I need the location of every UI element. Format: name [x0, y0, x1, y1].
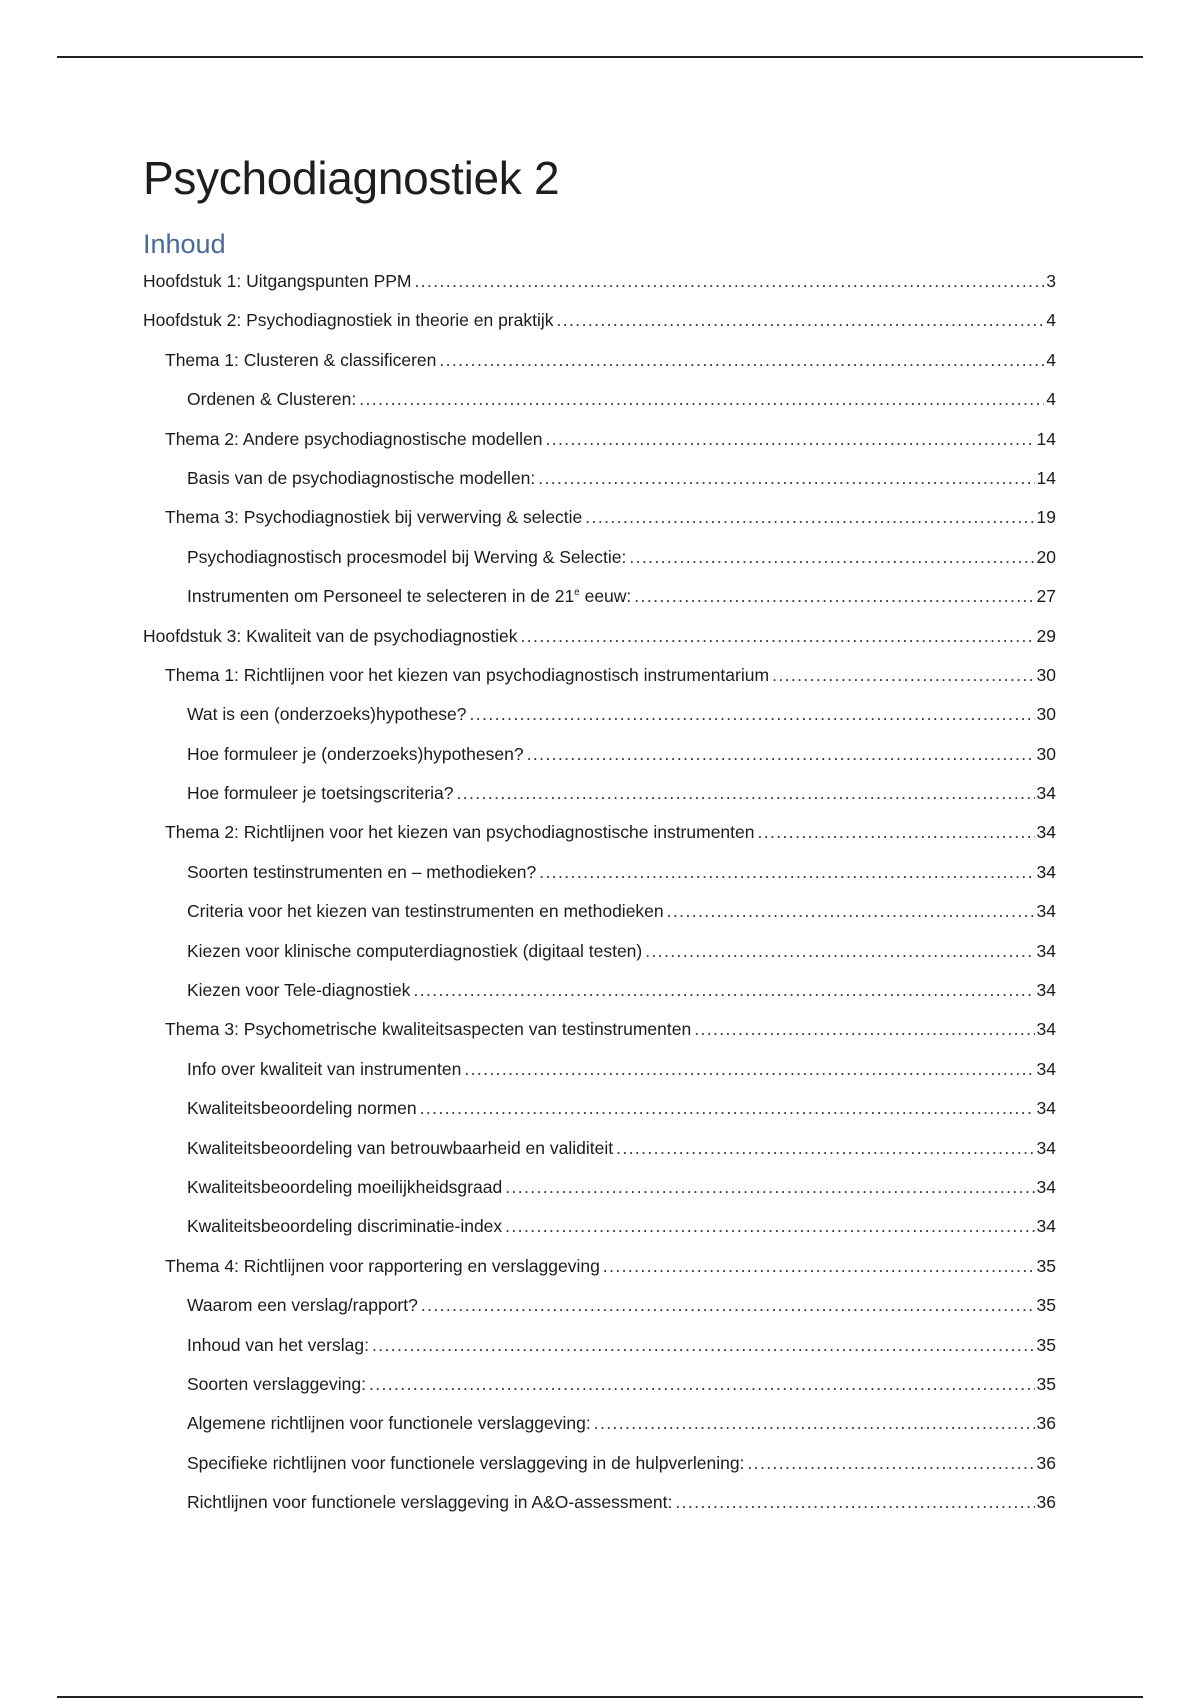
toc-entry[interactable]: [143, 1365, 1056, 1404]
toc-entry-label: Hoofdstuk 3: Kwaliteit van de psychodiagnostiek: [143, 625, 518, 646]
toc-dot-leader: [505, 1168, 1034, 1207]
toc-entry[interactable]: [143, 735, 1056, 774]
footer-rule: [57, 1696, 1143, 1698]
toc-dot-leader: [603, 1247, 1035, 1286]
toc-entry[interactable]: [143, 1247, 1056, 1286]
toc-entry-label: Hoe formuleer je toetsingscriteria?: [187, 783, 454, 804]
toc-entry-page-number: 36: [1036, 1413, 1056, 1434]
toc-entry-page-number: 4: [1046, 310, 1056, 331]
toc-entry-label: Richtlijnen voor functionele verslaggeving in A&O-assessment:: [187, 1492, 673, 1513]
toc-dot-leader: [372, 1326, 1035, 1365]
document-body: [143, 150, 1056, 1523]
toc-entry-page-number: 3: [1046, 271, 1056, 291]
toc-dot-leader: [539, 853, 1034, 892]
toc-dot-leader: [420, 1089, 1035, 1128]
toc-entry[interactable]: [143, 1207, 1056, 1246]
toc-entry-page-number: 20: [1036, 546, 1056, 567]
toc-entry-label: Inhoud van het verslag:: [187, 1334, 369, 1355]
toc-dot-leader: [634, 577, 1034, 616]
toc-entry-page-number: 27: [1036, 586, 1056, 607]
toc-entry[interactable]: [143, 853, 1056, 892]
toc-entry[interactable]: [143, 380, 1056, 419]
toc-dot-leader: [439, 341, 1044, 380]
toc-entry-label: Thema 1: Richtlijnen voor het kiezen van psychodiagnostisch instrumentarium: [165, 664, 770, 685]
toc-entry[interactable]: [143, 774, 1056, 813]
toc-dot-leader: [629, 538, 1034, 577]
toc-dot-leader: [545, 420, 1034, 459]
toc-entry-label: Kwaliteitsbeoordeling normen: [187, 1098, 417, 1119]
toc-entry-page-number: 34: [1036, 822, 1056, 843]
toc-entry-label: Kiezen voor Tele-diagnostiek: [187, 980, 411, 1001]
toc-entry[interactable]: [143, 1050, 1056, 1089]
toc-dot-leader: [645, 932, 1034, 971]
toc-entry-label: Info over kwaliteit van instrumenten: [187, 1058, 462, 1079]
toc-dot-leader: [758, 813, 1035, 852]
toc-dot-leader: [505, 1207, 1034, 1246]
toc-entry[interactable]: [143, 813, 1056, 852]
toc-entry[interactable]: [143, 498, 1056, 537]
toc-entry-label: Thema 4: Richtlijnen voor rapportering en verslaggeving: [165, 1255, 600, 1276]
toc-entry-page-number: 4: [1046, 389, 1056, 410]
toc-dot-leader: [413, 971, 1034, 1010]
toc-entry[interactable]: [143, 1129, 1056, 1168]
toc-dot-leader: [421, 1286, 1035, 1325]
toc-entry-page-number: 30: [1036, 704, 1056, 725]
toc-entry[interactable]: [143, 1168, 1056, 1207]
toc-entry[interactable]: [143, 459, 1056, 498]
toc-entry[interactable]: [143, 538, 1056, 577]
toc-dot-leader: [667, 892, 1035, 931]
toc-entry-label: Psychodiagnostisch procesmodel bij Werving & Selectie:: [187, 546, 627, 567]
toc-entry-label: Thema 3: Psychometrische kwaliteitsaspecten van testinstrumenten: [165, 1019, 692, 1040]
toc-entry-page-number: 36: [1036, 1452, 1056, 1473]
toc-entry-page-number: 30: [1036, 664, 1056, 685]
toc-entry-page-number: 14: [1036, 428, 1056, 449]
toc-dot-leader: [675, 1483, 1034, 1522]
toc-entry-label: Hoofdstuk 2: Psychodiagnostiek in theorie en praktijk: [143, 310, 554, 331]
toc-entry-label: Instrumenten om Personeel te selecteren in de 21e eeuw:: [187, 586, 632, 607]
toc-dot-leader: [415, 262, 1045, 301]
toc-entry[interactable]: [143, 1286, 1056, 1325]
toc-entry-label: Kwaliteitsbeoordeling van betrouwbaarheid en validiteit: [187, 1137, 614, 1158]
toc-entry-label: Basis van de psychodiagnostische modellen:: [187, 467, 536, 488]
toc-entry-page-number: 34: [1036, 783, 1056, 804]
toc-entry-label: Kwaliteitsbeoordeling discriminatie-index: [187, 1216, 503, 1237]
toc-entry-page-number: 35: [1036, 1255, 1056, 1276]
toc-entry-page-number: 19: [1036, 507, 1056, 528]
toc-entry-label: Thema 2: Andere psychodiagnostische modellen: [165, 428, 543, 449]
toc-dot-leader: [521, 617, 1035, 656]
toc-dot-leader: [557, 301, 1044, 340]
toc-entry-page-number: 34: [1036, 1137, 1056, 1158]
toc-entry-label: Soorten verslaggeving:: [187, 1373, 366, 1394]
toc-entry-page-number: 36: [1036, 1492, 1056, 1513]
toc-entry-label: Kiezen voor klinische computerdiagnostiek (digitaal testen): [187, 940, 643, 961]
toc-dot-leader: [470, 695, 1035, 734]
toc-dot-leader: [359, 380, 1044, 419]
toc-entry-page-number: 34: [1036, 1058, 1056, 1079]
toc-entry-page-number: 34: [1036, 980, 1056, 1001]
toc-entry-label: Waarom een verslag/rapport?: [187, 1295, 418, 1316]
toc-entry[interactable]: [143, 1404, 1056, 1443]
toc-entry-page-number: 35: [1036, 1334, 1056, 1355]
toc-dot-leader: [538, 459, 1034, 498]
toc-entry-page-number: 34: [1036, 1216, 1056, 1237]
toc-entry[interactable]: [143, 577, 1056, 616]
toc-entry[interactable]: [143, 1483, 1056, 1522]
toc-entry-page-number: 34: [1036, 1176, 1056, 1197]
toc-dot-leader: [464, 1050, 1034, 1089]
toc-entry[interactable]: [143, 695, 1056, 734]
toc-entry[interactable]: [143, 1326, 1056, 1365]
toc-dot-leader: [369, 1365, 1035, 1404]
toc-entry[interactable]: [143, 617, 1056, 656]
toc-entry[interactable]: [143, 1010, 1056, 1049]
toc-dot-leader: [694, 1010, 1034, 1049]
toc-entry-page-number: 34: [1036, 1098, 1056, 1119]
toc-entry-page-number: 34: [1036, 1019, 1056, 1040]
table-of-contents: [143, 262, 1056, 1523]
toc-entry-label: Specifieke richtlijnen voor functionele verslaggeving in de hulpverlening:: [187, 1452, 745, 1473]
toc-entry[interactable]: [143, 656, 1056, 695]
toc-entry-page-number: 34: [1036, 940, 1056, 961]
toc-entry-page-number: 35: [1036, 1373, 1056, 1394]
toc-heading: Inhoud: [143, 229, 226, 259]
toc-entry-page-number: 34: [1036, 861, 1056, 882]
document-title: Psychodiagnostiek 2: [143, 152, 560, 204]
toc-entry[interactable]: [143, 1444, 1056, 1483]
toc-dot-leader: [616, 1129, 1034, 1168]
toc-entry-page-number: 4: [1046, 349, 1056, 370]
toc-entry[interactable]: [143, 892, 1056, 931]
toc-entry-label: Wat is een (onderzoeks)hypothese?: [187, 704, 467, 725]
toc-dot-leader: [457, 774, 1035, 813]
toc-entry-label: Kwaliteitsbeoordeling moeilijkheidsgraad: [187, 1176, 503, 1197]
toc-entry-page-number: 30: [1036, 743, 1056, 764]
toc-entry[interactable]: [143, 341, 1056, 380]
toc-entry-label: Criteria voor het kiezen van testinstrumenten en methodieken: [187, 901, 664, 922]
toc-entry-label: Ordenen & Clusteren:: [187, 389, 357, 410]
toc-dot-leader: [594, 1404, 1035, 1443]
toc-dot-leader: [747, 1444, 1034, 1483]
toc-entry-label: Algemene richtlijnen voor functionele verslaggeving:: [187, 1413, 591, 1434]
toc-entry[interactable]: [143, 301, 1056, 340]
toc-entry-page-number: 34: [1036, 901, 1056, 922]
toc-entry-label: Thema 3: Psychodiagnostiek bij verwerving & selectie: [165, 507, 583, 528]
toc-entry[interactable]: [143, 971, 1056, 1010]
toc-entry-label: Hoe formuleer je (onderzoeks)hypothesen?: [187, 743, 524, 764]
toc-entry-page-number: 35: [1036, 1295, 1056, 1316]
toc-dot-leader: [527, 735, 1035, 774]
toc-entry-label: Hoofdstuk 1: Uitgangspunten PPM: [143, 271, 412, 291]
toc-entry[interactable]: [143, 932, 1056, 971]
toc-entry-label: Soorten testinstrumenten en – methodieken?: [187, 861, 537, 882]
toc-entry-label: Thema 2: Richtlijnen voor het kiezen van psychodiagnostische instrumenten: [165, 822, 755, 843]
toc-entry-label: Thema 1: Clusteren & classificeren: [165, 349, 437, 370]
toc-entry[interactable]: [143, 420, 1056, 459]
toc-dot-leader: [585, 498, 1034, 537]
toc-dot-leader: [772, 656, 1034, 695]
toc-entry-page-number: 14: [1036, 467, 1056, 488]
header-rule: [57, 56, 1143, 58]
toc-entry[interactable]: [143, 1089, 1056, 1128]
toc-entry-page-number: 29: [1036, 625, 1056, 646]
toc-entry[interactable]: [143, 262, 1056, 301]
